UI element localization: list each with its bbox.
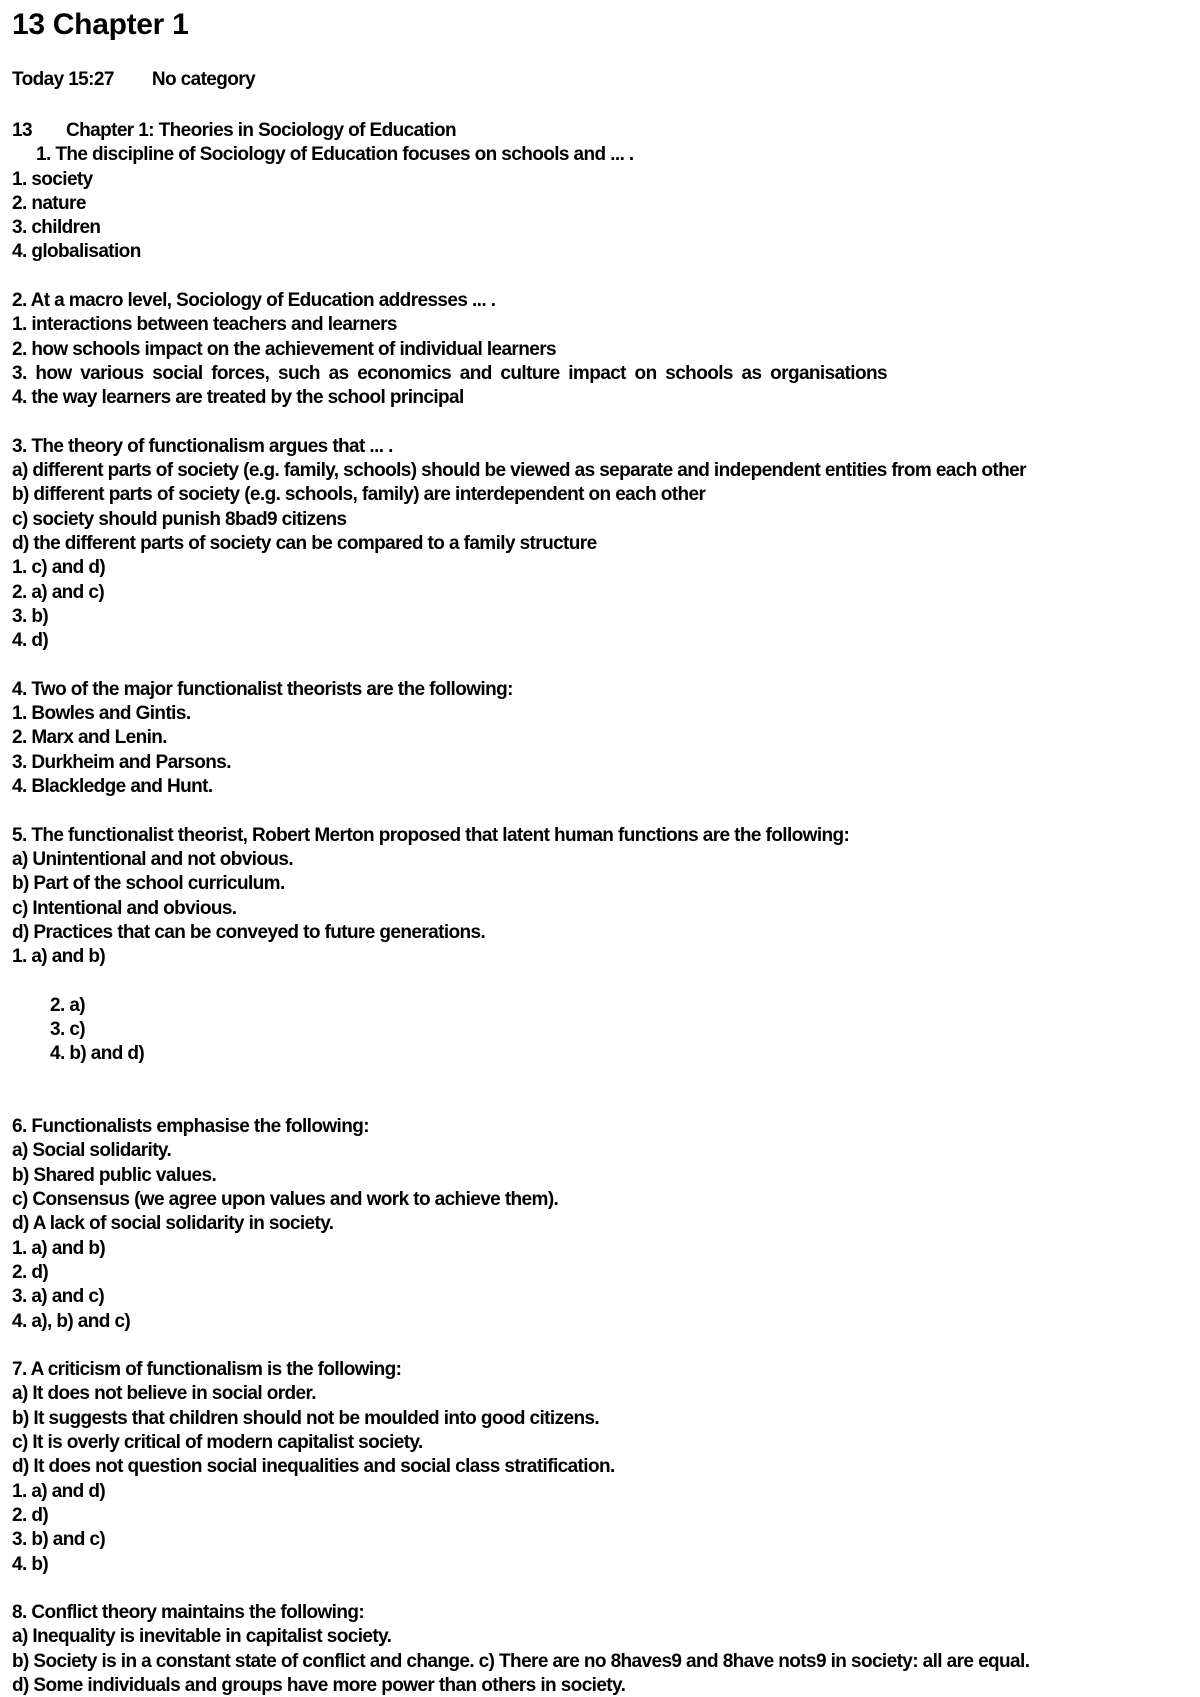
- q7-statement: c) It is overly critical of modern capitalist society.: [12, 1432, 423, 1454]
- question-6: 6. Functionalists emphasise the following:: [12, 1116, 369, 1138]
- q3-statement: c) society should punish 8bad9 citizens: [12, 508, 347, 530]
- q6-option: 2. d): [12, 1261, 49, 1283]
- q2-option: 4. the way learners are treated by the school principal: [12, 387, 464, 409]
- q3-statement: a) different parts of society (e.g. family, schools) should be viewed as separate and independent entities from each other: [12, 460, 1026, 482]
- q4-option: 3. Durkheim and Parsons.: [12, 751, 231, 773]
- q6-option: 1. a) and b): [12, 1237, 106, 1259]
- note-meta: [12, 69, 255, 91]
- q8-statement: b) Society is in a constant state of conflict and change. c) There are no 8haves9 and 8have nots9 in society: all are equal.: [12, 1650, 1030, 1672]
- q5-statement: a) Unintentional and not obvious.: [12, 848, 294, 870]
- chapter-heading-text: Chapter 1: Theories in Sociology of Education: [66, 120, 456, 141]
- q3-statement: b) different parts of society (e.g. schools, family) are interdependent on each other: [12, 484, 706, 506]
- question-2: 2. At a macro level, Sociology of Education addresses ... .: [12, 290, 496, 312]
- q3-option: 3. b): [12, 605, 49, 627]
- q2-option: 3. how various social forces, such as economics and culture impact on schools as organisations: [12, 362, 887, 384]
- q5-option: 3. c): [50, 1018, 86, 1040]
- q5-statement: b) Part of the school curriculum.: [12, 873, 285, 895]
- note-date: Today 15:27: [12, 69, 114, 90]
- q7-option: 4. b): [12, 1553, 49, 1575]
- chapter-heading: [12, 119, 1198, 143]
- q3-option: 4. d): [12, 630, 49, 652]
- q1-option: 1. society: [12, 168, 93, 190]
- q1-option: 4. globalisation: [12, 241, 141, 263]
- q6-statement: d) A lack of social solidarity in society.: [12, 1213, 334, 1235]
- q5-option: 2. a): [50, 994, 86, 1016]
- question-1: 1. The discipline of Sociology of Education focuses on schools and ... .: [36, 144, 634, 166]
- q7-statement: a) It does not believe in social order.: [12, 1383, 316, 1405]
- q7-option: 2. d): [12, 1504, 49, 1526]
- question-4: 4. Two of the major functionalist theorists are the following:: [12, 678, 513, 700]
- q3-statement: d) the different parts of society can be compared to a family structure: [12, 533, 597, 555]
- question-8: 8. Conflict theory maintains the following:: [12, 1602, 365, 1624]
- q4-option: 4. Blackledge and Hunt.: [12, 776, 213, 798]
- question-7: 7. A criticism of functionalism is the following:: [12, 1359, 402, 1381]
- q6-statement: a) Social solidarity.: [12, 1140, 172, 1162]
- q7-option: 1. a) and d): [12, 1480, 106, 1502]
- q7-statement: b) It suggests that children should not be moulded into good citizens.: [12, 1407, 600, 1429]
- question-5: 5. The functionalist theorist, Robert Merton proposed that latent human functions are the following:: [12, 824, 850, 846]
- q5-option: 1. a) and b): [12, 946, 106, 968]
- q5-option: 4. b) and d): [50, 1043, 145, 1065]
- q5-statement: c) Intentional and obvious.: [12, 897, 237, 919]
- q6-statement: c) Consensus (we agree upon values and work to achieve them).: [12, 1189, 559, 1211]
- q6-option: 3. a) and c): [12, 1286, 105, 1308]
- q4-option: 1. Bowles and Gintis.: [12, 703, 191, 725]
- q3-option: 2. a) and c): [12, 581, 105, 603]
- q7-statement: d) It does not question social inequalities and social class stratification.: [12, 1456, 615, 1478]
- q1-option: 3. children: [12, 217, 101, 239]
- note-title: 13 Chapter 1: [12, 8, 189, 41]
- q3-option: 1. c) and d): [12, 557, 106, 579]
- note-category[interactable]: No category: [151, 69, 256, 90]
- q8-statement: d) Some individuals and groups have more power than others in society.: [12, 1675, 626, 1696]
- note-body: [12, 119, 1198, 1697]
- q8-statement: a) Inequality is inevitable in capitalist society.: [12, 1626, 392, 1648]
- q2-option: 1. interactions between teachers and learners: [12, 314, 397, 336]
- q1-option: 2. nature: [12, 192, 86, 214]
- q6-statement: b) Shared public values.: [12, 1164, 217, 1186]
- chapter-number: 13: [12, 120, 32, 141]
- question-3: 3. The theory of functionalism argues that ... .: [12, 435, 393, 457]
- q5-statement: d) Practices that can be conveyed to future generations.: [12, 921, 486, 943]
- q7-option: 3. b) and c): [12, 1529, 106, 1551]
- q2-option: 2. how schools impact on the achievement of individual learners: [12, 338, 556, 360]
- q6-option: 4. a), b) and c): [12, 1310, 131, 1332]
- q4-option: 2. Marx and Lenin.: [12, 727, 167, 749]
